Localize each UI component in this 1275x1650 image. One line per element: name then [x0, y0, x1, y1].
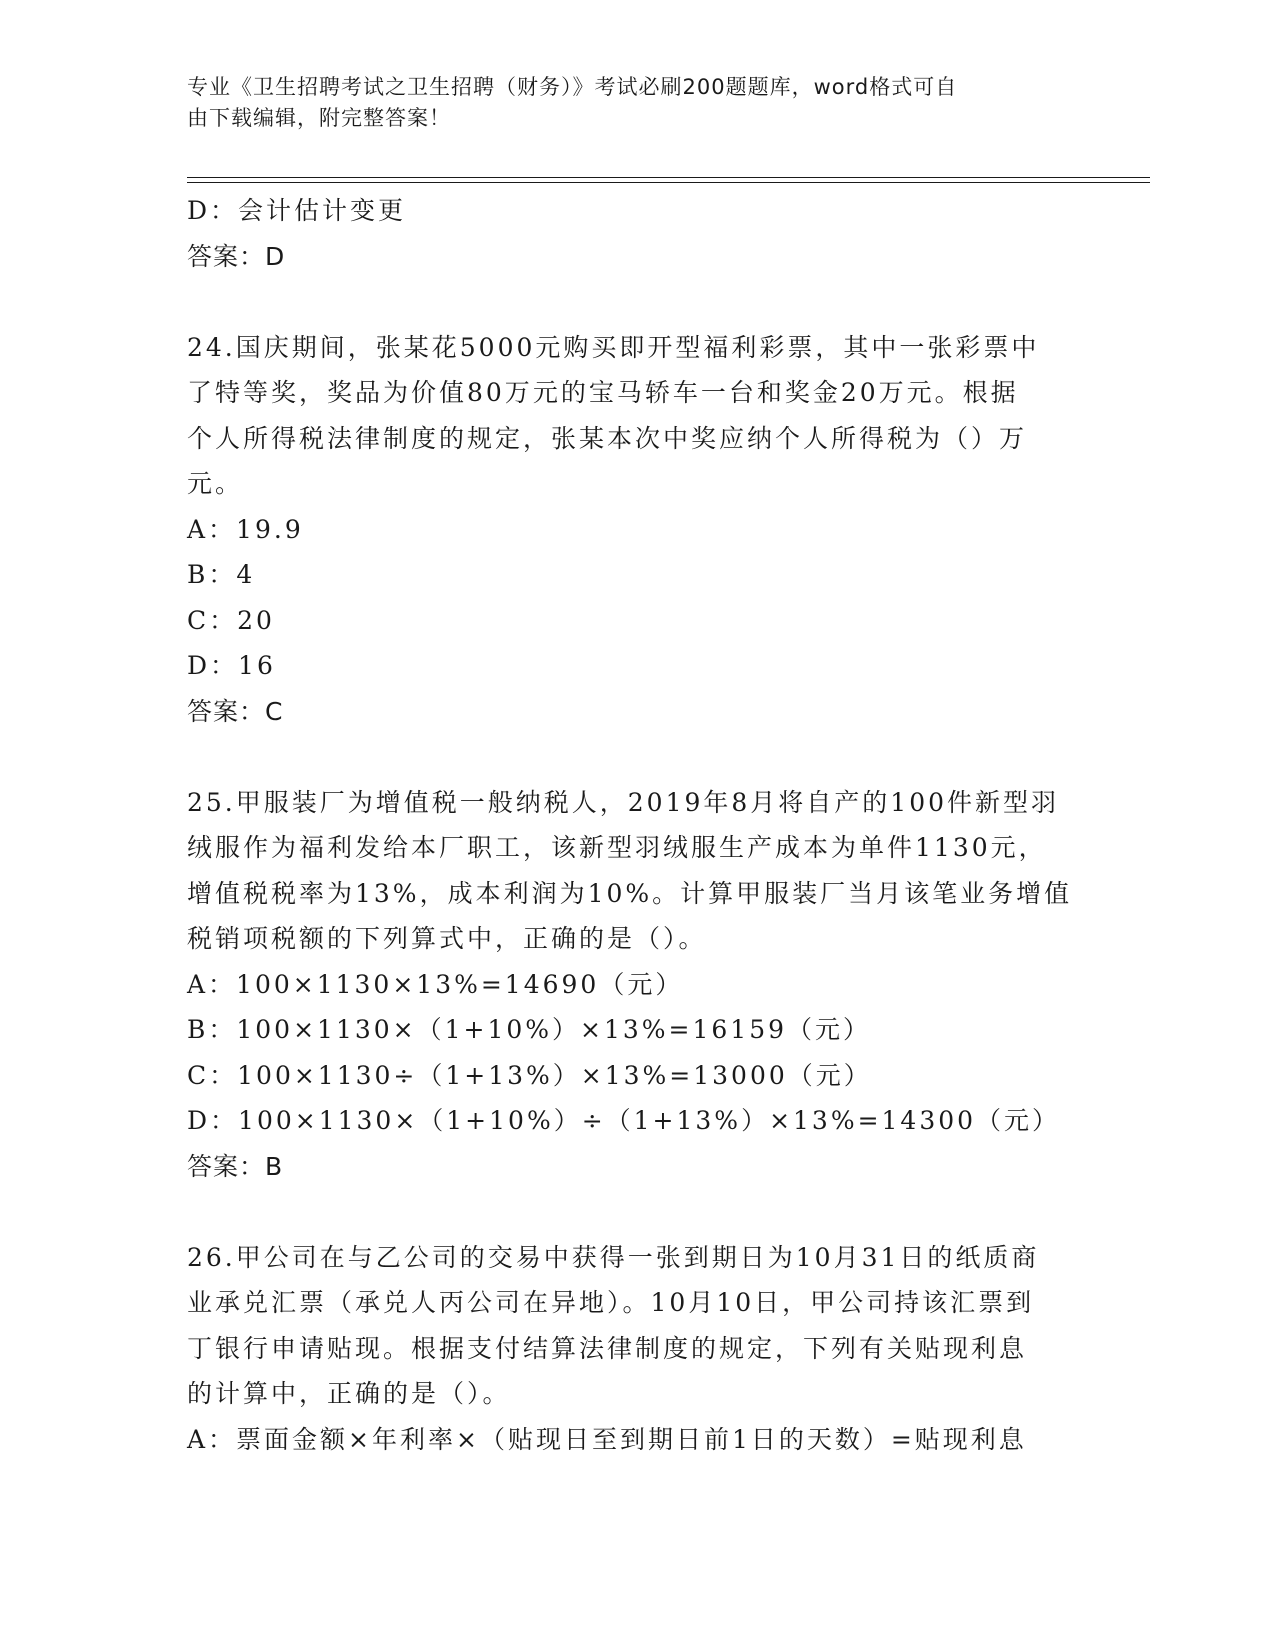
answer-line: 答案：C [187, 696, 284, 726]
option-d: D：100×1130×（1+10%）÷（1+13%）×13%=14300（元） [187, 1106, 1061, 1135]
option-c: C：20 [187, 605, 275, 635]
header-line-2: 由下载编辑，附完整答案！ [187, 106, 451, 130]
question-24 [187, 325, 1087, 735]
question-stem-line: 业承兑汇票（承兑人丙公司在异地）。10月10日，甲公司持该汇票到 [187, 1288, 1035, 1317]
option-b: B：100×1130×（1+10%）×13%=16159（元） [187, 1015, 872, 1044]
question-stem-line: 25.甲服装厂为增值税一般纳税人，2019年8月将自产的100件新型羽 [187, 787, 1060, 817]
question-stem-line: 26.甲公司在与乙公司的交易中获得一张到期日为10月31日的纸质商 [187, 1242, 1040, 1272]
prev-question [187, 188, 1087, 279]
option-a: A：19.9 [187, 514, 304, 544]
document-body [187, 188, 1087, 1462]
answer-line: 答案：B [187, 1151, 284, 1181]
question-stem-line: 增值税税率为13%，成本利润为10%。计算甲服装厂当月该笔业务增值 [187, 878, 1073, 908]
option-b: B：4 [187, 560, 256, 589]
option-d: D：会计估计变更 [187, 196, 407, 225]
question-stem-line: 丁银行申请贴现。根据支付结算法律制度的规定，下列有关贴现利息 [187, 1333, 1028, 1363]
question-stem-line: 个人所得税法律制度的规定，张某本次中奖应纳个人所得税为（）万 [187, 423, 1028, 453]
spacer [187, 279, 1087, 325]
question-stem-line: 的计算中，正确的是（）。 [187, 1379, 511, 1408]
option-a: A：100×1130×13%=14690（元） [187, 969, 684, 999]
question-25 [187, 780, 1087, 1190]
question-stem-line: 税销项税额的下列算式中，正确的是（）。 [187, 924, 707, 953]
question-stem-line: 元。 [187, 469, 244, 498]
question-stem-line: 绒服作为福利发给本厂职工，该新型羽绒服生产成本为单件1130元， [187, 833, 1047, 862]
question-stem-line: 了特等奖，奖品为价值80万元的宝马轿车一台和奖金20万元。根据 [187, 378, 1019, 407]
question-stem-line: 24.国庆期间，张某花5000元购买即开型福利彩票，其中一张彩票中 [187, 332, 1040, 362]
option-d: D：16 [187, 651, 276, 680]
header-line-1: 专业《卫生招聘考试之卫生招聘（财务）》考试必刷200题题库，word格式可自 [187, 75, 958, 99]
answer-line: 答案：D [187, 241, 286, 271]
question-26 [187, 1235, 1087, 1463]
option-c: C：100×1130÷（1+13%）×13%=13000（元） [187, 1060, 872, 1090]
spacer [187, 734, 1087, 780]
option-a: A：票面金额×年利率×（贴现日至到期日前1日的天数）=贴现利息 [187, 1424, 1027, 1454]
document-header [187, 72, 1067, 134]
header-double-rule [187, 177, 1150, 183]
spacer [187, 1189, 1087, 1235]
